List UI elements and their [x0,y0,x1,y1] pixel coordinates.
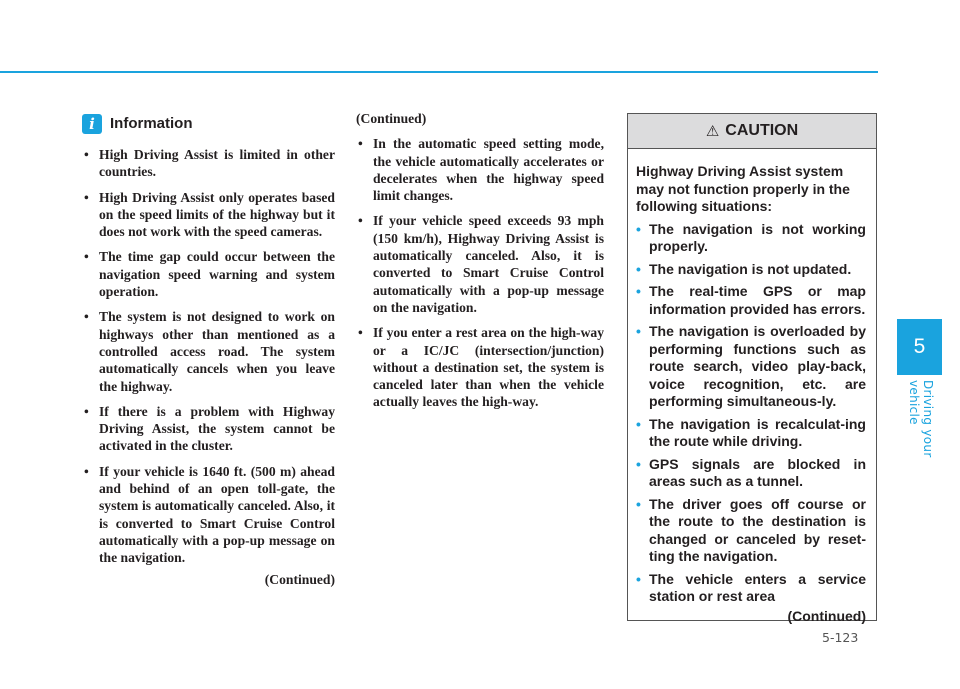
list-item: • The driver goes off course or the route to the destination is changed or canceled by reset-ting the navigation. [636,496,866,566]
chapter-tab: 5 [897,319,942,375]
warning-triangle-icon: ⚠ [705,123,720,140]
list-item: • High Driving Assist only operates based on the speed limits of the highway but it does not work with the speed cameras. [82,189,335,241]
caution-intro: Highway Driving Assist system may not function properly in the following situations: [636,163,850,214]
list-item: • The vehicle enters a service station or rest area [636,571,866,606]
caution-continued-label: (Continued) [787,607,866,624]
list-item: • GPS signals are blocked in areas such as a tunnel. [636,456,866,491]
chapter-title: Driving your vehicle [907,380,935,458]
header-rule [0,71,878,73]
caution-title: CAUTION [725,122,799,139]
list-item: • The navigation is not working properly. [636,221,866,256]
continued-label: (Continued) [264,571,335,587]
information-list [82,146,335,567]
list-item: • High Driving Assist is limited in other countries. [82,146,335,181]
list-item: • If you enter a rest area on the high-way or a IC/JC (intersection/junction) without a destination set, the system is canceled later than when the vehicle actually leaves the high-way. [356,324,604,410]
information-title: Information [110,115,193,133]
continued-heading: (Continued) [356,111,427,126]
caution-box [627,113,877,624]
information-header [82,114,335,134]
list-item: • The navigation is not updated. [636,261,866,279]
caution-list [636,221,866,606]
list-item: • In the automatic speed setting mode, the vehicle automatically accelerates or decelerates when the highway speed limit changes. [356,135,604,204]
information-section [82,114,335,588]
information-continued-section [356,110,604,419]
caution-body [628,149,876,625]
info-icon: i [82,114,102,134]
list-item: • The navigation is recalculat-ing the route while driving. [636,416,866,451]
caution-header [628,114,876,149]
list-item: • If your vehicle is 1640 ft. (500 m) ahead and behind of an open toll-gate, the system is automatically canceled. Also, it is converted to Smart Cruise Control automatically with a pop-up message on the navigation. [82,463,335,567]
list-item: • The real-time GPS or map information provided has errors. [636,283,866,318]
list-item: • The navigation is overloaded by performing functions such as route search, video play-back, voice recognition, etc. are performing simultaneous-ly. [636,323,866,411]
page-number: 5-123 [822,630,859,645]
list-item: • The system is not designed to work on highways other than mentioned as a controlled access road. The system automatically cancels when you leave the highway. [82,308,335,394]
list-item: • If your vehicle speed exceeds 93 mph (150 km/h), Highway Driving Assist is automatically canceled. Also, it is converted to Smart Cruise Control automatically with a pop-up message on the navigation. [356,212,604,316]
list-item: • If there is a problem with Highway Driving Assist, the system cannot be activated in the cluster. [82,403,335,455]
list-item: • The time gap could occur between the navigation speed warning and system operation. [82,248,335,300]
information-continued-list [356,135,604,410]
